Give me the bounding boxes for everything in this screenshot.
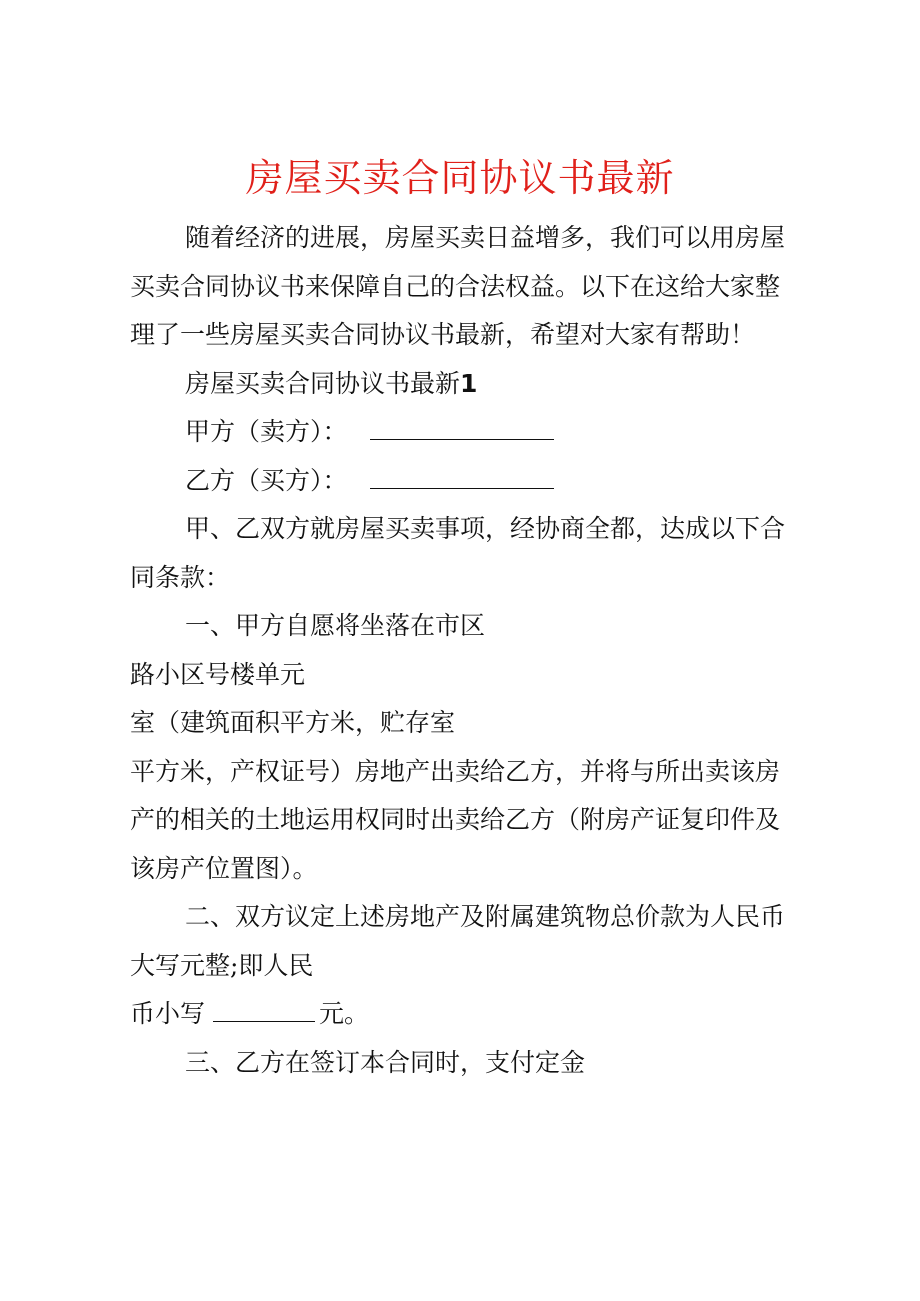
clause-1-line-2: 路小区号楼单元: [130, 659, 306, 689]
section-heading-text: 房屋买卖合同协议书最新: [185, 368, 461, 398]
section-heading-number: 1: [460, 368, 478, 398]
party-b-line: [130, 457, 796, 506]
agreement-intro-paragraph: 甲、乙双方就房屋买卖事项，经协商全都，达成以下合同条款：: [130, 514, 786, 592]
amount-blank: [213, 1001, 315, 1022]
clause-1-line-4: 平方米，产权证号）房地产出卖给乙方，并将与所出卖该房产的相关的土地运用权同时出卖给乙方（附房产证复印件及该房产位置图）。: [130, 756, 781, 883]
party-b-blank: [370, 468, 554, 489]
clause-1-line-1: 一、甲方自愿将坐落在市区: [185, 611, 486, 640]
document-title: 房屋买卖合同协议书最新: [245, 156, 675, 200]
clause-2-paragraph: 二、双方议定上述房地产及附属建筑物总价款为人民币大写元整;即人民: [130, 902, 786, 980]
clause-2-amount-line: [130, 990, 796, 1039]
party-a-line: [130, 408, 796, 457]
clause-3-paragraph: 三、乙方在签订本合同时，支付定金: [185, 1047, 586, 1077]
clause-1-line-3: 室（建筑面积平方米，贮存室: [130, 708, 456, 737]
clause-2-suffix: 元。: [319, 999, 370, 1028]
party-a-label: 甲方（卖方）：: [185, 417, 348, 446]
section-heading: [130, 360, 796, 409]
party-a-blank: [370, 419, 554, 440]
party-b-label: 乙方（买方）：: [185, 465, 348, 495]
intro-paragraph: 随着经济的进展，房屋买卖日益增多，我们可以用房屋买卖合同协议书来保障自己的合法权益。以下在这给大家整理了一些房屋买卖合同协议书最新，希望对大家有帮助！: [130, 223, 786, 349]
document-body: [130, 214, 796, 1087]
clause-2-prefix: 币小写: [130, 999, 206, 1028]
